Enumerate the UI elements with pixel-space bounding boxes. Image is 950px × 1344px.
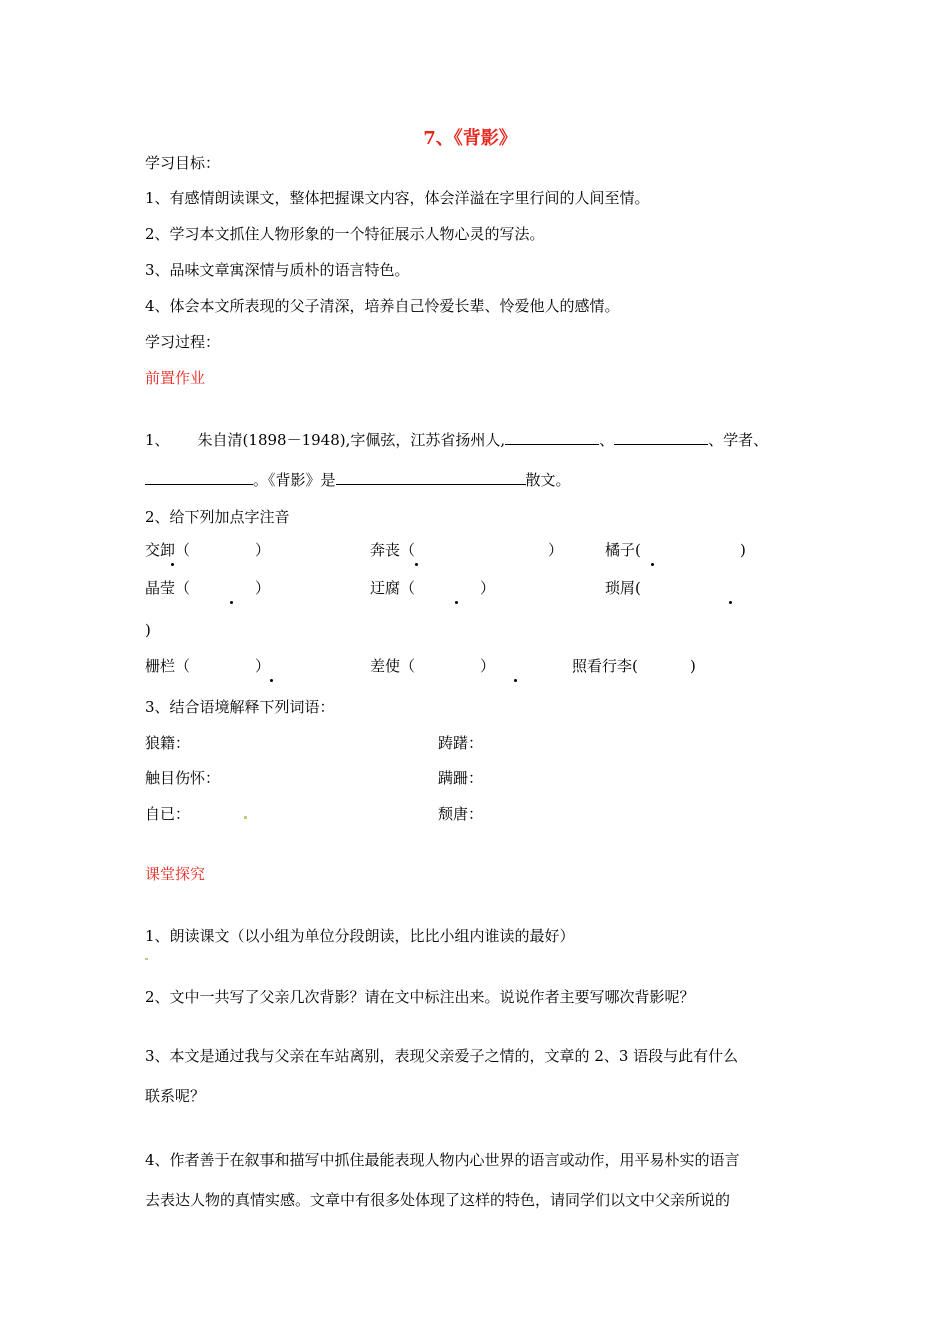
process-heading: 学习过程： xyxy=(145,333,221,351)
pinyin-close: ) xyxy=(740,541,746,559)
answer-blank[interactable] xyxy=(145,470,253,485)
pinyin-item: 差使（ xyxy=(370,657,416,675)
class-question-3: 3、本文是通过我与父亲在车站离别，表现父亲爱子之情的，文章的 2、3 语段与此有什么 xyxy=(145,1047,739,1065)
answer-blank[interactable] xyxy=(336,470,526,485)
pinyin-item: 迂腐（ xyxy=(370,579,416,597)
pinyin-item: 奔丧（ xyxy=(370,541,416,559)
pre-question-1-cont: 。《背影》是 散文。 xyxy=(145,470,571,490)
class-question-4: 4、作者善于在叙事和描写中抓住最能表现人物内心世界的语言或动作，用平易朴实的语言 xyxy=(145,1151,740,1169)
word-item: 踌躇： xyxy=(438,734,484,752)
pinyin-close: ） xyxy=(480,579,496,597)
goals-heading: 学习目标： xyxy=(145,154,221,172)
pinyin-item: 照看行李( xyxy=(572,657,638,675)
pinyin-close: ） xyxy=(255,579,271,597)
pre-homework-heading: 前置作业 xyxy=(145,369,206,387)
emphasis-dot xyxy=(264,656,279,676)
pinyin-close: ） xyxy=(255,541,271,559)
pinyin-close: ） xyxy=(255,657,271,675)
pinyin-item: 琐屑( xyxy=(605,579,641,597)
class-question-2: 2、文中一共写了父亲几次背影？请在文中标注出来。说说作者主要写哪次背影呢？ xyxy=(145,988,695,1006)
emphasis-dot xyxy=(723,578,738,598)
pinyin-item: 栅栏（ xyxy=(145,657,191,675)
goal-item: 4、体会本文所表现的父子清深，培养自己怜爱长辈、怜爱他人的感情。 xyxy=(145,297,620,315)
word-item: 触目伤怀： xyxy=(145,769,221,787)
word-item: 自已： xyxy=(145,805,191,823)
goal-item: 1、有感情朗读课文，整体把握课文内容，体会洋溢在字里行间的人间至情。 xyxy=(145,189,650,207)
emphasis-dot xyxy=(645,540,660,560)
class-question-4-cont: 去表达人物的真情实感。文章中有很多处体现了这样的特色，请同学们以文中父亲所说的 xyxy=(145,1191,731,1209)
class-question-3-cont: 联系呢？ xyxy=(145,1087,206,1105)
pinyin-item: 晶莹（ xyxy=(145,579,191,597)
pinyin-close: ) xyxy=(690,657,696,675)
pinyin-item: 橘子( xyxy=(605,541,641,559)
emphasis-dot xyxy=(508,656,523,676)
word-item: 蹒跚： xyxy=(438,769,484,787)
stray-mark xyxy=(244,816,247,819)
pinyin-close: ） xyxy=(480,657,496,675)
goal-item: 2、学习本文抓住人物形象的一个特征展示人物心灵的写法。 xyxy=(145,225,545,243)
emphasis-dot xyxy=(224,578,239,598)
class-question-1: 1、朗读课文（以小组为单位分段朗读，比比小组内谁读的最好） xyxy=(145,927,575,945)
pinyin-item: 交卸（ xyxy=(145,541,191,559)
emphasis-dot xyxy=(449,578,464,598)
pre-question-1: 1、 朱自清(1898－1948),字佩弦，江苏省扬州人, 、 、学者、 xyxy=(145,431,769,449)
pre-question-3: 3、结合语境解释下列词语： xyxy=(145,698,335,716)
word-item: 狼籍： xyxy=(145,734,191,752)
pre-question-2: 2、给下列加点字注音 xyxy=(145,508,290,526)
answer-blank[interactable] xyxy=(614,430,708,445)
emphasis-dot xyxy=(409,540,424,560)
class-inquiry-heading: 课堂探究 xyxy=(145,865,206,883)
emphasis-dot xyxy=(165,540,180,560)
pinyin-close: ) xyxy=(145,621,151,639)
pinyin-close: ） xyxy=(548,541,564,559)
answer-blank[interactable] xyxy=(505,430,599,445)
word-item: 颓唐： xyxy=(438,805,484,823)
stray-mark xyxy=(145,958,148,960)
goal-item: 3、品味文章寓深情与质朴的语言特色。 xyxy=(145,261,410,279)
page-title: 7、《背影》 xyxy=(423,128,517,149)
